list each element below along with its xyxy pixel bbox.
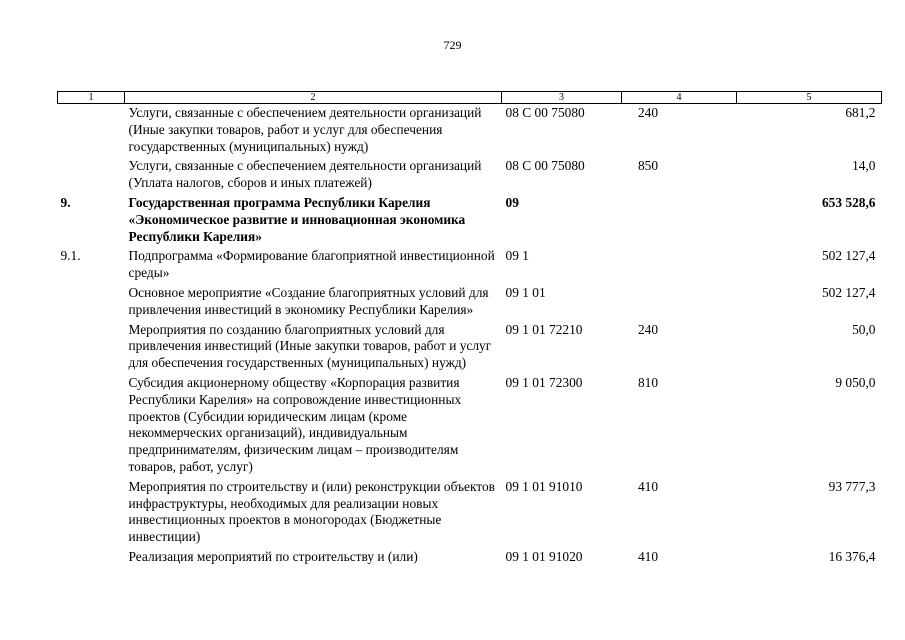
row-amount: 653 528,6 (821, 194, 876, 210)
row-number (58, 104, 125, 158)
budget-table (57, 91, 882, 568)
row-amount: 14,0 (852, 158, 876, 174)
row-code: 08 С 00 75080 (505, 158, 585, 174)
page-number: 729 (443, 38, 462, 52)
row-number (58, 548, 125, 568)
table-row (58, 284, 882, 321)
row-expense-type (622, 247, 737, 284)
row-amount: 502 127,4 (821, 248, 876, 264)
table-row (58, 374, 882, 478)
row-code: 09 (505, 194, 519, 210)
row-expense-type: 240 (637, 321, 659, 337)
row-name: Основное мероприятие «Создание благоприятных условий для привлечения инвестиций в экономику Республики Карелия» (128, 284, 489, 317)
row-code: 08 С 00 75080 (505, 105, 585, 120)
row-amount: 681,2 (845, 105, 876, 120)
column-header-2: 2 (125, 92, 502, 104)
table-body (58, 104, 882, 568)
row-code: 09 1 01 (505, 284, 546, 300)
row-expense-type: 810 (637, 374, 659, 390)
row-amount: 502 127,4 (821, 284, 876, 300)
column-header-5: 5 (737, 92, 882, 104)
row-amount: 9 050,0 (835, 374, 876, 390)
row-name: Субсидия акционерному обществу «Корпорация развития Республики Карелия» на сопровождение инвестиционных проектов (Субсидии юридическим лицам (кроме некоммерческих организаций), индивидуальным предпринимателям, физическим лицам – производителям товаров, работ, услуг) (128, 374, 462, 474)
table-row (58, 157, 882, 194)
table-row (58, 548, 882, 568)
row-name: Подпрограмма «Формирование благоприятной инвестиционной среды» (128, 248, 495, 281)
table-row (58, 194, 882, 247)
column-header-1: 1 (58, 92, 125, 104)
row-name: Мероприятия по созданию благоприятных условий для привлечения инвестиций (Иные закупки товаров, работ и услуг для обеспечения государственных (муниципальных) нужд) (128, 321, 492, 371)
row-number: 9. (60, 194, 71, 210)
row-number (58, 157, 125, 194)
row-number (58, 284, 125, 321)
row-code: 09 1 01 91010 (505, 478, 583, 494)
row-name: Услуги, связанные с обеспечением деятельности организаций (Уплата налогов, сборов и иных платежей) (128, 158, 482, 191)
row-code: 09 1 01 91020 (505, 548, 583, 564)
row-code: 09 1 01 72300 (505, 374, 583, 390)
row-amount: 50,0 (852, 321, 876, 337)
row-code: 09 1 01 72210 (505, 321, 583, 337)
table-row (58, 321, 882, 374)
row-amount: 93 777,3 (828, 478, 876, 494)
row-code: 09 1 (505, 248, 529, 264)
row-number (58, 374, 125, 478)
row-expense-type: 410 (637, 548, 659, 564)
row-name: Реализация мероприятий по строительству и (или) (128, 548, 418, 564)
row-expense-type (622, 284, 737, 321)
row-name: Государственная программа Республики Карелия «Экономическое развитие и инновационная экономика Республики Карелия» (128, 194, 466, 244)
row-number: 9.1. (60, 248, 81, 264)
column-header-4: 4 (622, 92, 737, 104)
row-expense-type: 240 (637, 105, 659, 120)
table-header-row (58, 92, 882, 104)
row-number (58, 478, 125, 548)
row-expense-type (622, 194, 737, 247)
row-amount: 16 376,4 (828, 548, 876, 564)
row-name: Мероприятия по строительству и (или) реконструкции объектов инфраструктуры, необходимых для реализации новых инвестиционных проектов в моногородах (Бюджетные инвестиции) (128, 478, 495, 545)
table-row (58, 104, 882, 158)
table-row (58, 478, 882, 548)
row-expense-type: 410 (637, 478, 659, 494)
table-row (58, 247, 882, 284)
row-number (58, 321, 125, 374)
row-expense-type: 850 (637, 158, 659, 174)
column-header-3: 3 (502, 92, 622, 104)
row-name: Услуги, связанные с обеспечением деятельности организаций (Иные закупки товаров, работ и услуг для обеспечения государственных (муниципальных) нужд) (128, 105, 482, 154)
